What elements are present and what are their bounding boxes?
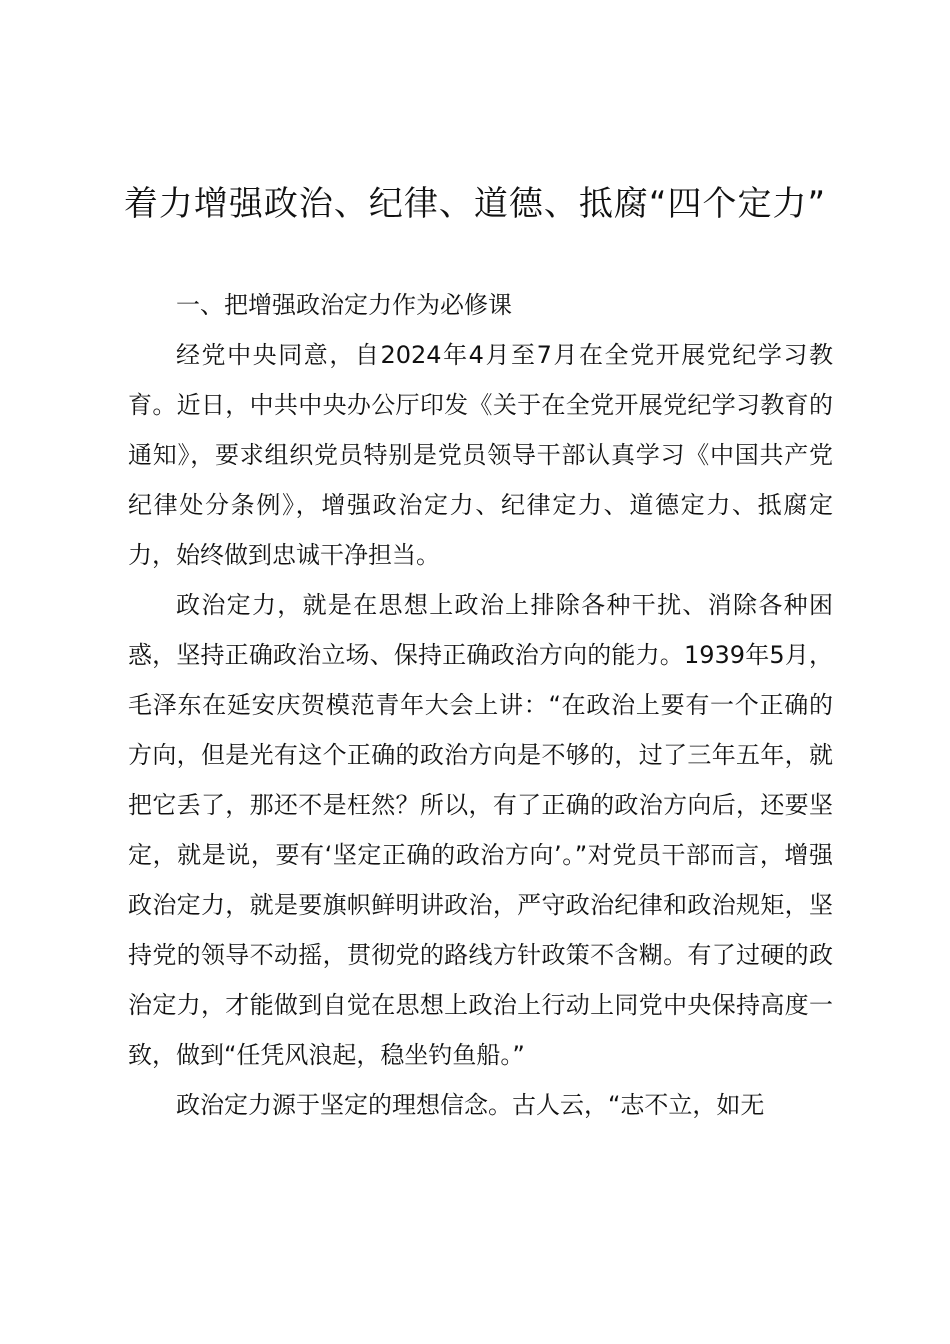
document-title: 着力增强政治、纪律、道德、抵腐“四个定力” (123, 184, 827, 224)
paragraph-3: 政治定力源于坚定的理想信念。古人云，“志不立，如无 (176, 1091, 765, 1119)
section-heading: 一、把增强政治定力作为必修课 (176, 291, 512, 319)
paragraph-2: 政治定力，就是在思想上政治上排除各种干扰、消除各种困惑，坚持正确政治立场、保持正确政治方向的能力。1939年5月，毛泽东在延安庆贺模范青年大会上讲：“在政治上要有一个正确的方向，但是光有这个正确的政治方向是不够的，过了三年五年，就把它丢了，那还不是枉然？所以，有了正确的政治方向后，还要坚定，就是说，要有‘坚定正确的政治方向’。”对党员干部而言，增强政治定力，就是要旗帜鲜明讲政治，严守政治纪律和政治规矩，坚持党的领导不动摇，贯彻党的路线方针政策不含糊。有了过硬的政治定力，才能做到自觉在思想上政治上行动上同党中央保持高度一致，做到“任凭风浪起，稳坐钓鱼船。” (128, 591, 833, 1069)
paragraph-1: 经党中央同意，自2024年4月至7月在全党开展党纪学习教育。近日，中共中央办公厅印发《关于在全党开展党纪学习教育的通知》，要求组织党员特别是党员领导干部认真学习《中国共产党纪律处分条例》，增强政治定力、纪律定力、道德定力、抵腐定力，始终做到忠诚干净担当。 (128, 341, 833, 569)
document-body (128, 280, 833, 1130)
